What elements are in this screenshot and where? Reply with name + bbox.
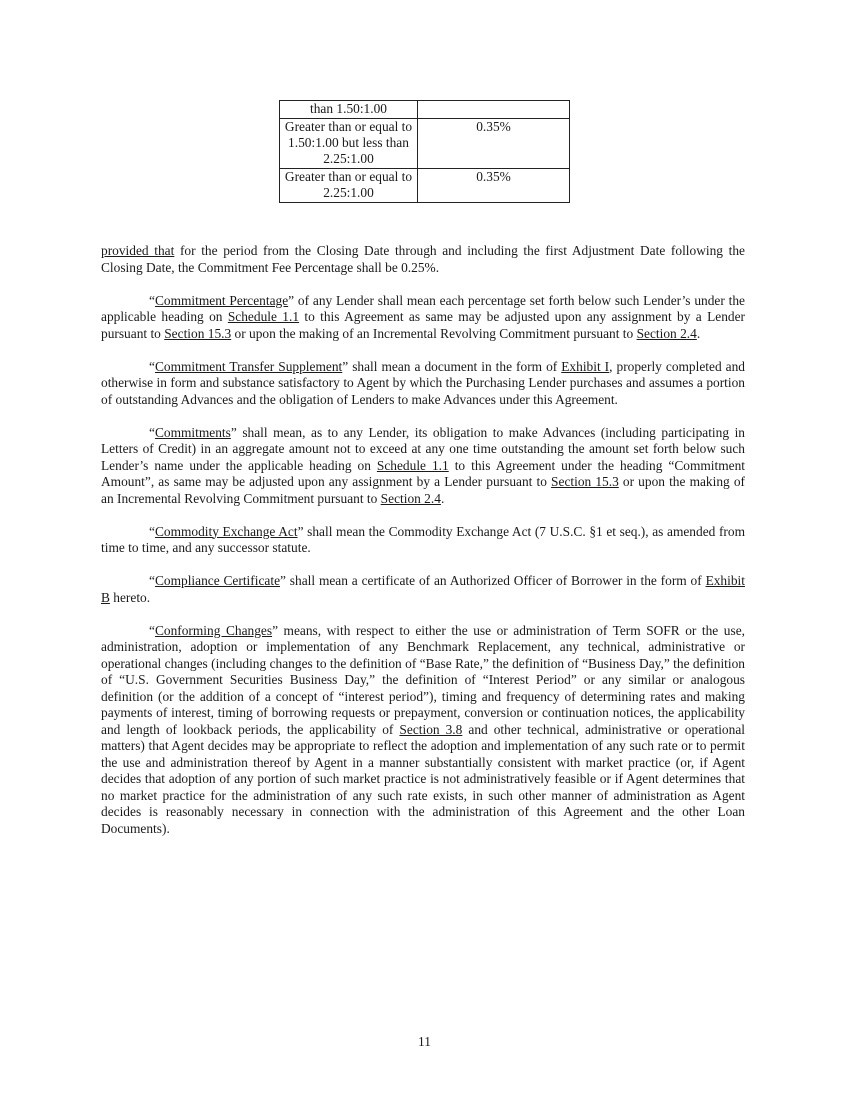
quote-mark: “ xyxy=(149,523,155,539)
defined-term: Commitments xyxy=(154,424,231,440)
quote-mark: “ xyxy=(149,292,155,308)
table-row xyxy=(280,119,570,169)
paragraph-text: ” shall mean a certificate of an Authorized Officer of Borrower in the form of xyxy=(280,573,706,588)
defined-term: Commodity Exchange Act xyxy=(154,523,298,539)
paragraph-text: ” of any Lender shall mean each percentage set forth below such Lender’s under the applicable heading on xyxy=(101,292,745,324)
definition-commitments xyxy=(101,425,745,508)
ratio-cell: Greater than or equal to 2.25:1.00 xyxy=(280,169,418,203)
ratio-cell: than 1.50:1.00 xyxy=(280,101,418,119)
cross-reference: Schedule 1.1 xyxy=(227,309,300,324)
paragraph-text: to this Agreement as same may be adjusted upon any assignment by a Lender pursuant to xyxy=(101,309,745,341)
cross-reference: Section 3.8 xyxy=(399,721,463,737)
commitment-fee-table xyxy=(279,100,570,203)
proviso-term: provided that xyxy=(101,243,175,258)
paragraph-text: and other technical, administrative or operational matters) that Agent decides may be appropriate to reflect the adoption and implementation of any such rate or to permit the use and administration thereof by Agent in a manner substantially consistent with market practice (or, if Agent decides that adoption of any portion of such market practice is not administratively feasible or if Agent determines that no market practice for the administration of any such rate exists, in such other manner of administration as Agent decides is reasonably necessary in connection with the administration of this Agreement and the other Loan Documents). xyxy=(101,721,745,836)
definition-commitment-percentage xyxy=(101,293,745,343)
cross-reference: Exhibit I xyxy=(561,358,610,374)
paragraph-text: or upon the making of an Incremental Revolving Commitment pursuant to xyxy=(101,474,746,506)
paragraph-text: , properly completed and otherwise in form and substance satisfactory to Agent by which the Purchasing Lender purchases and assumes a portion of outstanding Advances and the obligation of Lenders to make Advances under this Agreement. xyxy=(101,358,745,407)
definition-commodity-exchange-act xyxy=(101,524,745,557)
document-body xyxy=(101,243,745,854)
fee-cell xyxy=(418,101,570,119)
cross-reference: Exhibit B xyxy=(101,573,745,605)
fee-cell: 0.35% xyxy=(418,119,570,169)
quote-mark: “ xyxy=(149,622,155,638)
defined-term: Conforming Changes xyxy=(154,622,273,638)
paragraph-text: ” shall mean, as to any Lender, its obligation to make Advances (including participating in Letters of Credit) in an aggregate amount not to exceed at any one time outstanding the amount set forth below such Lender’s name under the applicable heading on xyxy=(101,424,745,473)
quote-mark: “ xyxy=(149,358,155,374)
cross-reference: Schedule 1.1 xyxy=(376,457,449,473)
cross-reference: Section 15.3 xyxy=(551,474,619,489)
paragraph-text: or upon the making of an Incremental Revolving Commitment pursuant to xyxy=(231,325,637,341)
ratio-cell: Greater than or equal to 1.50:1.00 but less than 2.25:1.00 xyxy=(280,119,418,169)
cross-reference: Section 2.4 xyxy=(636,325,697,341)
defined-term: Commitment Percentage xyxy=(154,292,289,308)
quote-mark: “ xyxy=(149,424,155,440)
definition-compliance-certificate xyxy=(101,573,745,606)
cross-reference: Section 15.3 xyxy=(164,325,232,341)
cross-reference: Section 2.4 xyxy=(380,490,441,506)
paragraph-text: . xyxy=(440,490,445,506)
paragraph-text: to this Agreement under the heading “Commitment Amount”, as same may be adjusted upon any assignment by a Lender pursuant to xyxy=(101,457,745,489)
quote-mark: “ xyxy=(149,573,155,588)
paragraph-text: ” means, with respect to either the use or administration of Term SOFR or the use, administration, adoption or implementation of any Benchmark Replacement, any technical, administrative or operational changes (including changes to the definition of “Base Rate,” the definition of “Business Day,” the definition of “U.S. Government Securities Business Day,” the definition of “Interest Period” or any similar or analogous definition (or the addition of a concept of “interest period”), timing and frequency of determining rates and making payments of interest, timing of borrowing requests or prepayment, conversion or continuation notices, the applicability and length of lookback periods, the applicability of xyxy=(101,622,745,737)
page-number: 11 xyxy=(418,1034,431,1049)
paragraph-text: ” shall mean a document in the form of xyxy=(342,358,562,374)
defined-term: Commitment Transfer Supplement xyxy=(154,358,343,374)
paragraph-text: ” shall mean the Commodity Exchange Act (7 U.S.C. §1 et seq.), as amended from time to time, and any successor statute. xyxy=(101,523,745,555)
fee-cell: 0.35% xyxy=(418,169,570,203)
table-row xyxy=(280,101,570,119)
definition-commitment-transfer-supplement xyxy=(101,359,745,409)
paragraph-text: for the period from the Closing Date through and including the first Adjustment Date following the Closing Date, the Commitment Fee Percentage shall be 0.25%. xyxy=(101,243,745,275)
paragraph-text: hereto. xyxy=(109,589,151,605)
table-row xyxy=(280,169,570,203)
definition-conforming-changes xyxy=(101,623,745,838)
defined-term: Compliance Certificate xyxy=(154,573,281,588)
paragraph-text: . xyxy=(696,325,701,341)
proviso-paragraph xyxy=(101,243,745,276)
